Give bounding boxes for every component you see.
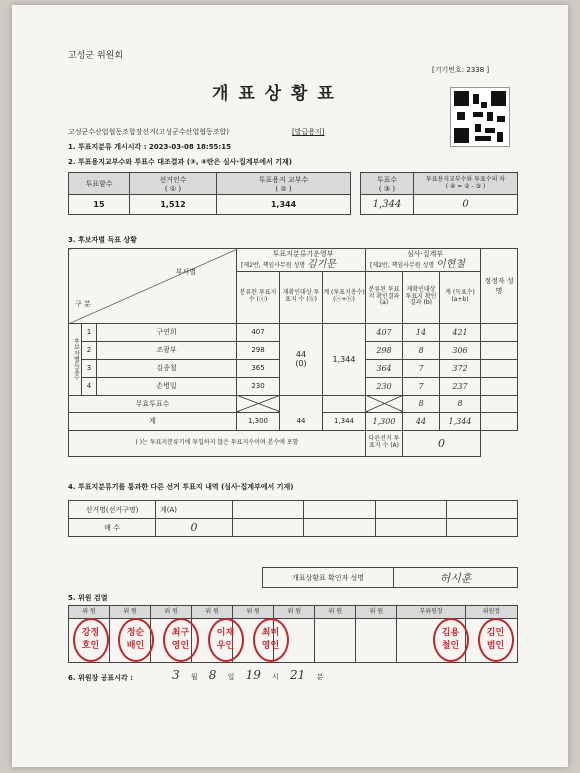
electors-value: 1,512 bbox=[130, 195, 217, 215]
candidate-d: 230 bbox=[366, 377, 403, 395]
header-corner bbox=[69, 249, 237, 324]
inspector-seal: 최미 영인 bbox=[253, 618, 289, 662]
blank-cell bbox=[233, 501, 304, 519]
total-b: 44 bbox=[280, 412, 323, 430]
merged-b: 44 (0) bbox=[280, 323, 323, 395]
col-e-header: 재확인대상 투표지 확인결과 (b) bbox=[403, 271, 440, 323]
inspector-seal: 이재 우인 bbox=[208, 618, 244, 662]
row2-label: 매 수 bbox=[69, 519, 156, 537]
candidate-no: 3 bbox=[82, 359, 97, 377]
other-election-label: 다른선거 투표지 수 (A) bbox=[366, 430, 403, 456]
confirmer-table bbox=[262, 567, 518, 588]
day-unit: 일 bbox=[227, 673, 235, 681]
diff-label: 투표용지교부수와 투표수의 차 ( ④ = ② - ③ ) bbox=[414, 173, 518, 195]
inspector-label: 위 원 bbox=[151, 606, 192, 619]
announce-month: 3 bbox=[172, 668, 180, 682]
inspector-label: 위 원 bbox=[356, 606, 397, 619]
device-number: [기기번호: 2338 ] bbox=[432, 66, 490, 74]
invalid-c bbox=[323, 395, 366, 412]
blank-cell bbox=[233, 519, 304, 537]
total-label: 계 bbox=[69, 412, 237, 430]
inspector-seal: 강정 호인 bbox=[73, 618, 109, 662]
issued-value: 1,344 bbox=[217, 195, 351, 215]
invalid-e: 8 bbox=[403, 395, 440, 412]
candidate-a: 365 bbox=[237, 359, 280, 377]
candidate-e: 8 bbox=[403, 341, 440, 359]
candidate-name: 구연희 bbox=[97, 323, 237, 341]
inspector-label: 위 원 bbox=[274, 606, 315, 619]
corrector-cell bbox=[481, 377, 518, 395]
diff-value: 0 bbox=[414, 195, 518, 215]
section6-heading: 6. 위원장 공표시각 : bbox=[68, 674, 133, 682]
section2-heading: 2. 투표용지교부수와 투표수 대조결과 (③, ④란은 심사·집계부에서 기재) bbox=[68, 158, 292, 166]
col-a-header: 분류된 투표지 수 (ⓐ) bbox=[237, 271, 280, 323]
invalid-label: 무효투표수 bbox=[69, 395, 237, 412]
total-a: 1,300 bbox=[237, 412, 280, 430]
candidate-no: 4 bbox=[82, 377, 97, 395]
inspector-stamp-cell bbox=[356, 619, 397, 663]
row2-value: 0 bbox=[156, 519, 233, 537]
announce-day: 8 bbox=[208, 668, 217, 682]
candidate-e: 7 bbox=[403, 377, 440, 395]
inspector-stamp-cell bbox=[315, 619, 356, 663]
col-c-header: 계 (투표지총수) (ⓐ+ⓑ) bbox=[323, 271, 366, 323]
candidate-d: 364 bbox=[366, 359, 403, 377]
invalid-f: 8 bbox=[440, 395, 481, 412]
corrector-cell bbox=[481, 412, 518, 430]
candidate-votes-table bbox=[68, 248, 518, 457]
candidate-name: 김종철 bbox=[97, 359, 237, 377]
total-d: 1,300 bbox=[366, 412, 403, 430]
merged-c: 1,344 bbox=[323, 323, 366, 395]
candidate-e: 7 bbox=[403, 359, 440, 377]
candidate-no: 1 bbox=[82, 323, 97, 341]
col-b-header: 재확인대상 투표지 수 (ⓑ) bbox=[280, 271, 323, 323]
candidate-f: 372 bbox=[440, 359, 481, 377]
votes-label: 투표수 ( ③ ) bbox=[361, 173, 414, 195]
corrector-cell bbox=[481, 341, 518, 359]
inspector-label: 위 원 bbox=[315, 606, 356, 619]
total-f: 1,344 bbox=[440, 412, 481, 430]
invalid-b bbox=[280, 395, 323, 412]
side-label: 후보자별득표수 bbox=[69, 323, 82, 395]
sheet-type: [발급용지] bbox=[292, 128, 325, 136]
blank-cell bbox=[375, 501, 446, 519]
section1-heading: 1. 투표지분류 개시시각 : 2023-03-08 18:55:15 bbox=[68, 143, 231, 151]
candidate-name: 조광부 bbox=[97, 341, 237, 359]
candidate-a: 407 bbox=[237, 323, 280, 341]
inspector-seal: 정순 배인 bbox=[118, 618, 154, 662]
page-title: 개 표 상 황 표 bbox=[212, 84, 336, 104]
candidate-a: 230 bbox=[237, 377, 280, 395]
table-note: ( )는 투표지분류기에 투입하지 않은 투표지수이며 본수에 포함 bbox=[69, 430, 366, 456]
blank-cell bbox=[375, 519, 446, 537]
col-f-header: 계 (득표수) (a+b) bbox=[440, 271, 481, 323]
corrector-cell bbox=[481, 395, 518, 412]
blank-cell bbox=[304, 519, 375, 537]
group2-header: 심사·집계부 [제2반, 책임사무원 성명 이현철 bbox=[366, 249, 481, 272]
other-election-table bbox=[68, 500, 518, 537]
total-e: 44 bbox=[403, 412, 440, 430]
turnout-table bbox=[68, 172, 351, 215]
committee-name: 고성군 위원회 bbox=[68, 51, 124, 61]
candidate-no: 2 bbox=[82, 341, 97, 359]
candidate-d: 407 bbox=[366, 323, 403, 341]
polls-value: 15 bbox=[69, 195, 130, 215]
inspector-label: 위 원 bbox=[110, 606, 151, 619]
announce-time bbox=[172, 668, 331, 682]
corrector-header: 정정자 성명 bbox=[481, 249, 518, 324]
section4-heading: 4. 투표지분류기를 통과한 다른 선거 투표지 내역 (심사·집계부에서 기재) bbox=[68, 483, 294, 491]
candidate-d: 298 bbox=[366, 341, 403, 359]
confirmer-signature: 허시훈 bbox=[394, 568, 518, 588]
row1-value: 계(A) bbox=[156, 501, 233, 519]
empty-cell bbox=[481, 430, 518, 456]
minute-unit: 분 bbox=[316, 673, 324, 681]
corrector-cell bbox=[481, 323, 518, 341]
election-name: 고성군수산업협동조합장선거(고성군수산업협동조합) bbox=[68, 128, 229, 136]
division-label: 구 분 bbox=[75, 300, 91, 308]
blank-cell bbox=[446, 501, 517, 519]
confirmer-label: 개표상황표 확인자 성명 bbox=[263, 568, 394, 588]
section5-heading: 5. 위원 검열 bbox=[68, 594, 108, 602]
electors-label: 선거인수 ( ① ) bbox=[130, 173, 217, 195]
inspector-seal: 김민 범인 bbox=[478, 618, 514, 662]
inspector-label: 위원장 bbox=[465, 606, 517, 619]
other-election-value: 0 bbox=[403, 430, 481, 456]
candidate-f: 237 bbox=[440, 377, 481, 395]
blank-cell bbox=[446, 519, 517, 537]
total-c: 1,344 bbox=[323, 412, 366, 430]
candidate-a: 298 bbox=[237, 341, 280, 359]
blank-cell bbox=[304, 501, 375, 519]
month-unit: 월 bbox=[190, 673, 198, 681]
party-label: 부서별 bbox=[175, 268, 196, 276]
announce-hour: 19 bbox=[245, 668, 261, 682]
votes-table bbox=[360, 172, 518, 215]
section3-heading: 3. 후보자별 득표 상황 bbox=[68, 236, 137, 244]
votes-value: 1,344 bbox=[361, 195, 414, 215]
candidate-name: 손병일 bbox=[97, 377, 237, 395]
polls-label: 투표함수 bbox=[69, 173, 130, 195]
inspector-label: 위 원 bbox=[69, 606, 110, 619]
qr-code bbox=[450, 87, 510, 147]
invalid-d-crossed bbox=[366, 395, 403, 412]
inspector-seal: 최구 영인 bbox=[163, 618, 199, 662]
announce-minute: 21 bbox=[289, 668, 306, 682]
col-d-header: 분류된 투표지 확인결과 (a) bbox=[366, 271, 403, 323]
candidate-e: 14 bbox=[403, 323, 440, 341]
corrector-cell bbox=[481, 359, 518, 377]
inspector-seal: 김용 철인 bbox=[433, 618, 469, 662]
hour-unit: 시 bbox=[272, 673, 279, 681]
candidate-f: 421 bbox=[440, 323, 481, 341]
row1-label: 선거명(선거구명) bbox=[69, 501, 156, 519]
group1-header: 투표지분류기운영부 [제2반, 책임사무원 성명 김기문 bbox=[237, 249, 366, 272]
invalid-a-crossed bbox=[237, 395, 280, 412]
issued-label: 투표용지 교부수 ( ② ) bbox=[217, 173, 351, 195]
candidate-f: 306 bbox=[440, 341, 481, 359]
inspector-label: 위 원 bbox=[192, 606, 233, 619]
inspector-label: 위 원 bbox=[233, 606, 274, 619]
inspector-label: 부위원장 bbox=[397, 606, 465, 619]
ballot-count-sheet bbox=[12, 5, 568, 767]
